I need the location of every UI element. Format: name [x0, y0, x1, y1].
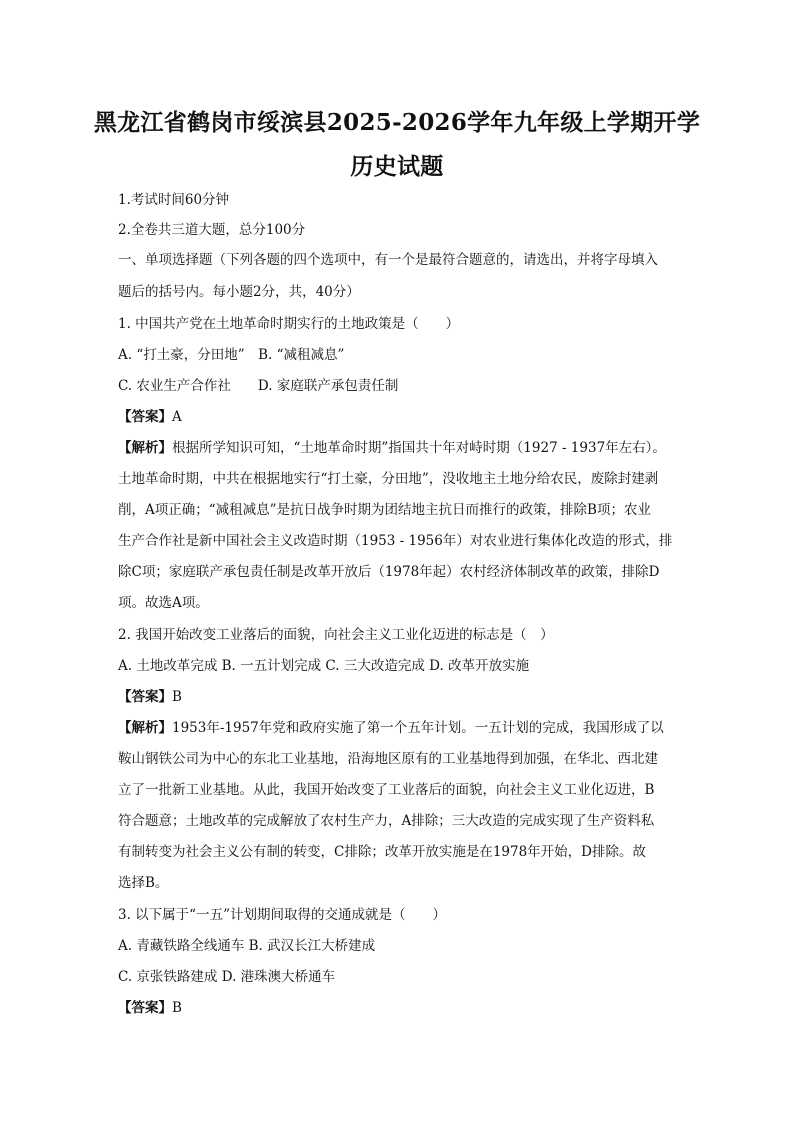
q2-answer-tag: 【答案】	[118, 689, 172, 705]
q2-analysis-line4: 符合题意；土地改革的完成解放了农村生产力，A排除；三大改造的完成实现了生产资料私	[118, 813, 655, 829]
section-heading-line2: 题后的括号内。每小题2分，共，40分）	[118, 284, 360, 300]
q1-answer	[118, 405, 678, 425]
q3-answer	[118, 996, 678, 1016]
q1-analysis-line1	[118, 436, 678, 456]
exam-note-score: 2.全卷共三道大题，总分100分	[118, 222, 306, 238]
section-heading-line1: 一、单项选择题（下列各题的四个选项中，有一个是最符合题意的，请选出，并将字母填入	[118, 252, 658, 268]
document-title-line2: 历史试题	[350, 153, 444, 180]
q2-stem: 2. 我国开始改变工业落后的面貌，向社会主义工业化迈进的标志是（ ）	[118, 627, 554, 643]
q1-analysis-line2: 土地革命时期，中共在根据地实行“打土豪，分田地”，没收地主土地分给农民，废除封建剥	[118, 471, 659, 487]
q2-analysis-line1	[118, 716, 678, 736]
q1-options-cd: C. 农业生产合作社 D. 家庭联产承包责任制	[118, 378, 399, 394]
q1-answer-tag: 【答案】	[118, 409, 172, 425]
q1-analysis-line6: 项。故选A项。	[118, 595, 209, 611]
q2-analysis-line6: 选择B。	[118, 875, 169, 891]
q2-analysis-line3: 立了一批新工业基地。从此，我国开始改变了工业落后的面貌，向社会主义工业化迈进，B	[118, 782, 655, 798]
q2-options: A. 土地改革完成 B. 一五计划完成 C. 三大改造完成 D. 改革开放实施	[118, 658, 530, 674]
q2-answer-value: B	[172, 689, 182, 705]
q3-options-ab: A. 青藏铁路全线通车 B. 武汉长江大桥建成	[118, 938, 376, 954]
q1-analysis-line3: 削，A项正确；“减租减息”是抗日战争时期为团结地主抗日而推行的政策，排除B项；农业	[118, 502, 651, 518]
q1-analysis-line5: 除C项；家庭联产承包责任制是改革开放后（1978年起）农村经济体制改革的政策，排除D	[118, 564, 660, 580]
q3-answer-value: B	[172, 1000, 182, 1016]
q2-answer	[118, 685, 678, 705]
q2-analysis-line5: 有制转变为社会主义公有制的转变，C排除；改革开放实施是在1978年开始，D排除。故	[118, 844, 647, 860]
q1-analysis-text: 根据所学知识可知，“土地革命时期”指国共十年对峙时期（1927 - 1937年左右）。	[172, 440, 666, 456]
q1-analysis-tag: 【解析】	[118, 440, 172, 456]
exam-note-time: 1.考试时间60分钟	[118, 192, 230, 208]
q2-analysis-text: 1953年-1957年党和政府实施了第一个五年计划。一五计划的完成，我国形成了以	[172, 720, 664, 736]
q1-options-ab: A. “打土豪，分田地” B. “减租减息”	[118, 347, 345, 363]
q2-analysis-tag: 【解析】	[118, 720, 172, 736]
q3-answer-tag: 【答案】	[118, 1000, 172, 1016]
q1-analysis-line4: 生产合作社是新中国社会主义改造时期（1953 - 1956年）对农业进行集体化改造的形式，排	[118, 533, 673, 549]
q2-analysis-line2: 鞍山钢铁公司为中心的东北工业基地，沿海地区原有的工业基地得到加强，在华北、西北建	[118, 751, 658, 767]
document-title-line1: 黑龙江省鹤岗市绥滨县2025-2026学年九年级上学期开学	[93, 109, 701, 136]
q3-stem: 3. 以下属于“一五”计划期间取得的交通成就是（ ）	[118, 907, 446, 923]
q3-options-cd: C. 京张铁路建成 D. 港珠澳大桥通车	[118, 969, 336, 985]
q1-answer-value: A	[172, 409, 182, 425]
q1-stem: 1. 中国共产党在土地革命时期实行的土地政策是（ ）	[118, 316, 460, 332]
